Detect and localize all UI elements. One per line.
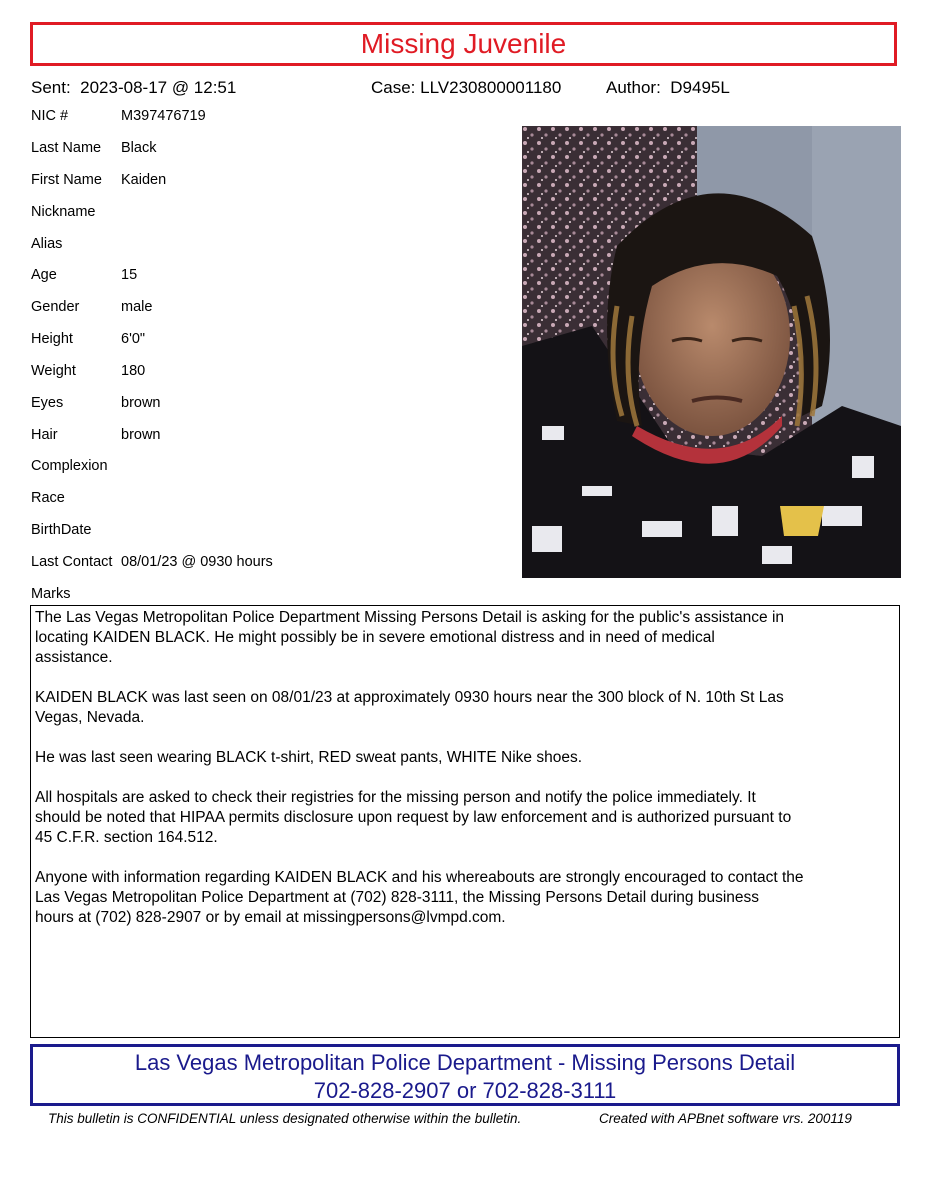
field-value-age: 15: [121, 267, 138, 283]
field-label-eyes: Eyes: [31, 395, 64, 411]
field-value-eyes: brown: [121, 395, 161, 411]
narrative-paragraph: The Las Vegas Metropolitan Police Department Missing Persons Detail is asking for the public's assistance in locating KAIDEN BLACK. He might possibly be in severe emotional distress and in need of medical assistance.: [35, 609, 785, 666]
field-label-weight: Weight: [31, 363, 76, 379]
title-text: Missing Juvenile: [360, 28, 567, 59]
narrative-box: [30, 605, 900, 1038]
missing-person-photo: [522, 126, 901, 578]
field-label-alias: Alias: [31, 236, 63, 252]
field-label-first-name: First Name: [31, 172, 102, 188]
field-value-last-name: Black: [121, 140, 157, 156]
author-id: Author: D9495L: [606, 78, 730, 97]
field-label-height: Height: [31, 331, 73, 347]
narrative-paragraph: KAIDEN BLACK was last seen on 08/01/23 at approximately 0930 hours near the 300 block of N. 10th St Las Vegas, Nevada.: [35, 689, 784, 726]
case-number: Case: LLV230800001180: [371, 78, 562, 97]
field-label-marks: Marks: [31, 586, 71, 602]
sent-timestamp: Sent: 2023-08-17 @ 12:51: [31, 78, 237, 97]
field-label-complexion: Complexion: [31, 458, 108, 474]
footer-department: Las Vegas Metropolitan Police Department - Missing Persons Detail: [134, 1050, 796, 1075]
footer-phone-numbers: 702-828-2907 or 702-828-3111: [313, 1078, 617, 1103]
field-value-height: 6'0": [121, 331, 146, 347]
field-value-gender: male: [121, 299, 153, 315]
field-value-hair: brown: [121, 427, 161, 443]
field-label-nickname: Nickname: [31, 204, 96, 220]
field-label-birthdate: BirthDate: [31, 522, 92, 538]
field-value-weight: 180: [121, 363, 146, 379]
contact-footer: [30, 1044, 900, 1106]
field-label-age: Age: [31, 267, 57, 283]
narrative-paragraph: All hospitals are asked to check their registries for the missing person and notify the police immediately. It should be noted that HIPAA permits disclosure upon request by law enforcement and is authorized pursuant to 45 C.F.R. section 164.512.: [35, 789, 792, 846]
field-label-race: Race: [31, 490, 65, 506]
narrative-paragraph: He was last seen wearing BLACK t-shirt, RED sweat pants, WHITE Nike shoes.: [35, 749, 583, 766]
field-value-first-name: Kaiden: [121, 172, 167, 188]
field-label-gender: Gender: [31, 299, 80, 315]
bulletin-title: [30, 22, 897, 66]
field-value-nic: M397476719: [121, 108, 206, 124]
field-label-nic: NIC #: [31, 108, 69, 124]
field-label-last-contact: Last Contact: [31, 554, 113, 570]
software-credit: Created with APBnet software vrs. 200119: [599, 1111, 852, 1126]
confidential-disclaimer: This bulletin is CONFIDENTIAL unless designated otherwise within the bulletin.: [48, 1111, 522, 1126]
field-label-hair: Hair: [31, 427, 58, 443]
narrative-paragraph: Anyone with information regarding KAIDEN BLACK and his whereabouts are strongly encouraged to contact the Las Vegas Metropolitan Police Department at (702) 828-3111, the Missing Persons Detail during business hours at (702) 828-2907 or by email at missingpersons@lvmpd.com.: [35, 869, 804, 926]
field-value-last-contact: 08/01/23 @ 0930 hours: [121, 554, 273, 570]
field-label-last-name: Last Name: [31, 140, 102, 156]
